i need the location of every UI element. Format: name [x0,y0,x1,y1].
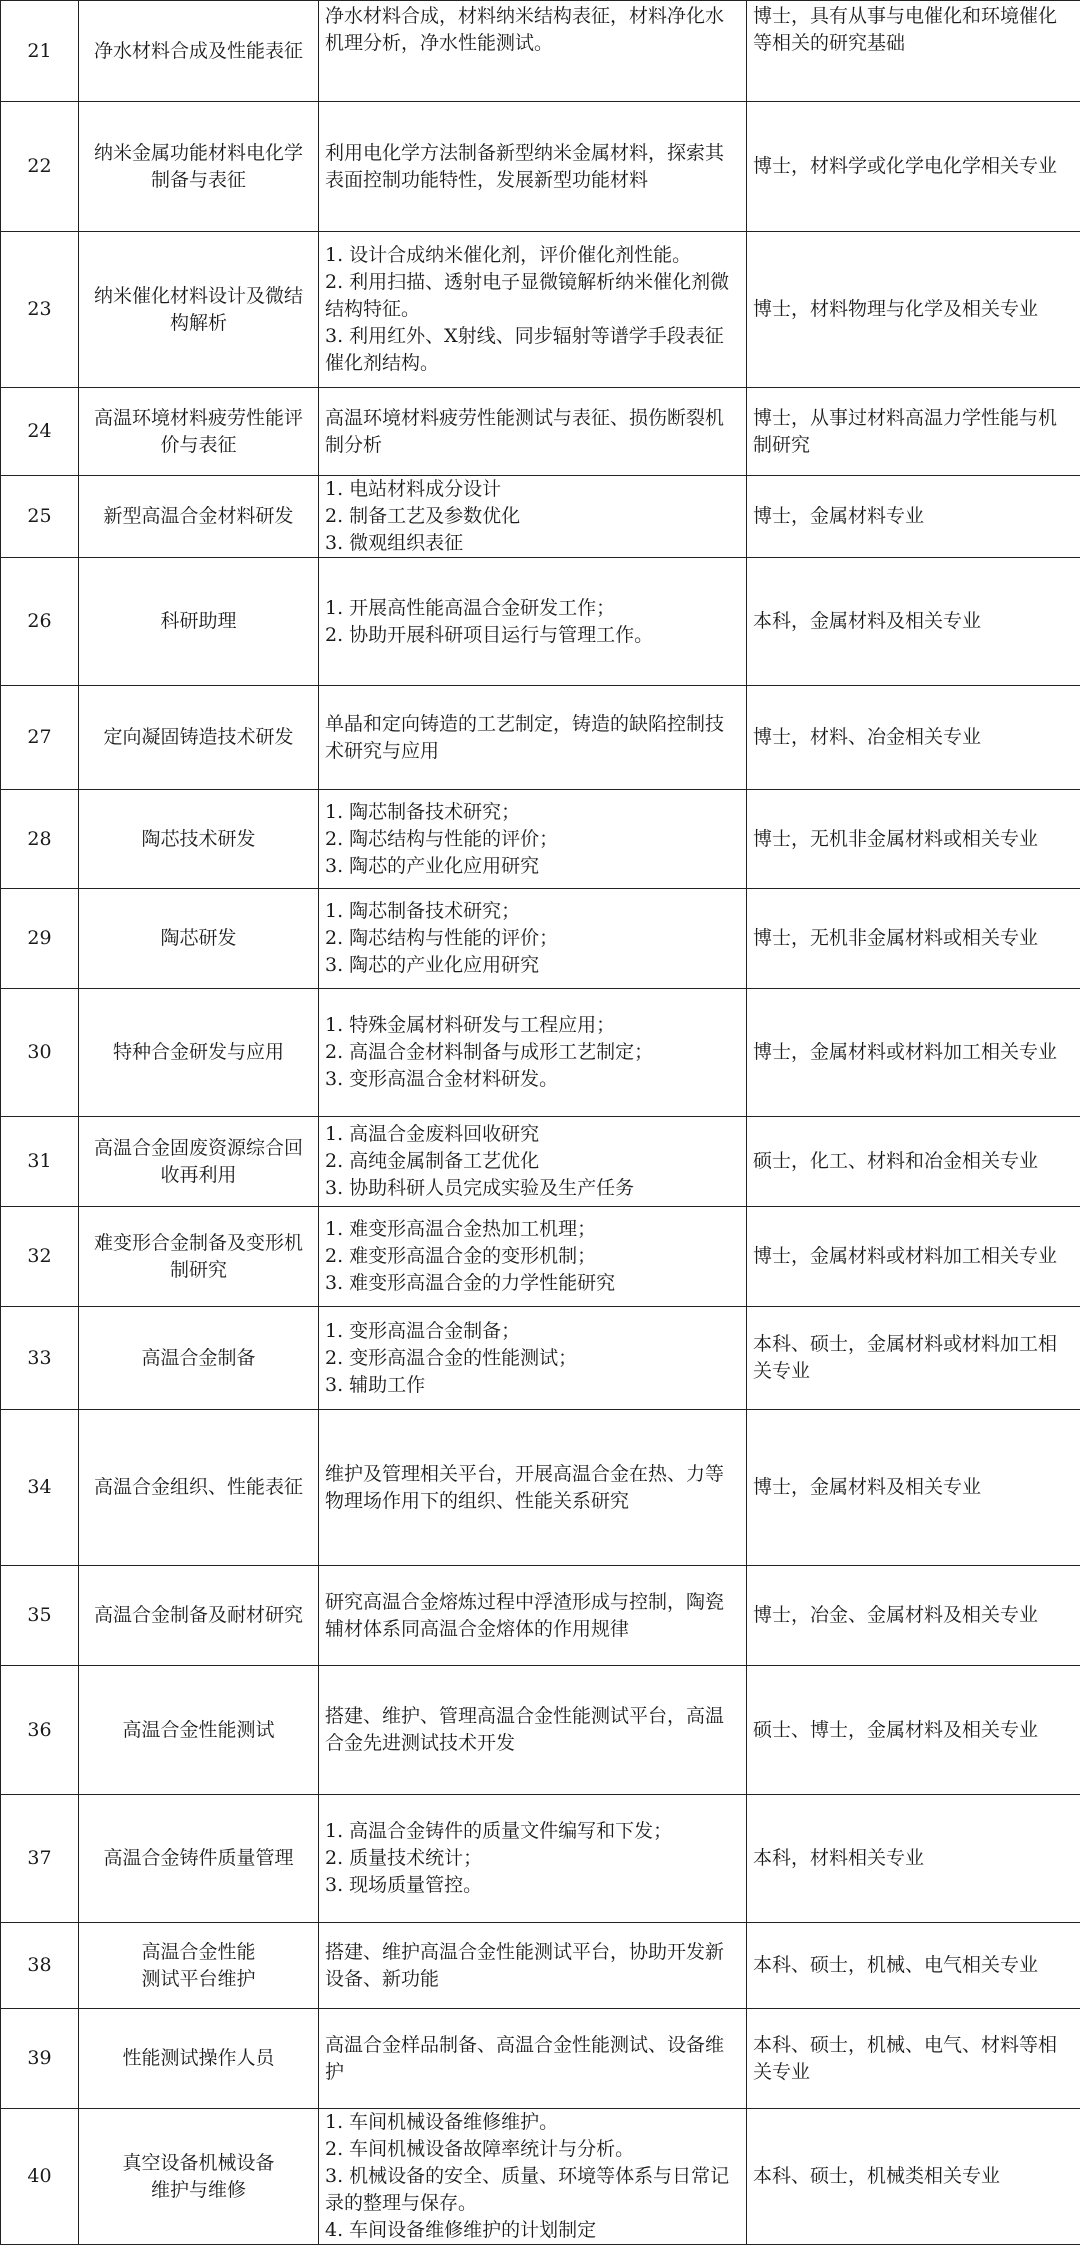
job-description [319,232,747,388]
requirement: 博士，无机非金属材料或相关专业 [747,889,1080,989]
position-title: 高温合金制备 [79,1307,319,1410]
job-description [319,388,747,476]
description-line: 1. 高温合金废料回收研究 [325,1123,540,1145]
requirement: 博士，金属材料及相关专业 [747,1410,1080,1566]
requirement: 博士，冶金、金属材料及相关专业 [747,1566,1080,1666]
job-description [319,1795,747,1923]
requirement: 博士，金属材料或材料加工相关专业 [747,989,1080,1117]
position-title: 高温合金性能 测试平台维护 [79,1923,319,2009]
job-description [319,1117,747,1207]
description-line: 1. 陶芯制备技术研究； [325,900,521,922]
job-description [319,2109,747,2245]
table-row [1,2109,1080,2245]
description-line: 2. 高纯金属制备工艺优化 [325,1150,540,1172]
position-title: 高温环境材料疲劳性能评价与表征 [79,388,319,476]
description-line: 利用电化学方法制备新型纳米金属材料，探索其表面控制功能特性，发展新型功能材料 [325,141,725,191]
table-row [1,790,1080,889]
job-description [319,686,747,790]
position-title: 净水材料合成及性能表征 [79,1,319,102]
job-description [319,989,747,1117]
row-number: 31 [1,1117,79,1207]
description-line: 3. 协助科研人员完成实验及生产任务 [325,1177,635,1199]
job-table-body [1,1,1080,2245]
description-line: 2. 陶芯结构与性能的评价； [325,827,559,850]
job-description [319,790,747,889]
job-description [319,2009,747,2109]
requirement: 博士，材料物理与化学及相关专业 [747,232,1080,388]
position-title: 高温合金性能测试 [79,1666,319,1795]
position-title: 纳米催化材料设计及微结构解析 [79,232,319,388]
position-title: 高温合金组织、性能表征 [79,1410,319,1566]
job-description [319,1566,747,1666]
row-number: 22 [1,102,79,232]
requirement: 本科，金属材料及相关专业 [747,558,1080,686]
row-number: 30 [1,989,79,1117]
position-title: 新型高温合金材料研发 [79,476,319,558]
row-number: 25 [1,476,79,558]
position-title: 高温合金固废资源综合回收再利用 [79,1117,319,1207]
position-title: 定向凝固铸造技术研发 [79,686,319,790]
description-line: 2. 利用扫描、透射电子显微镜解析纳米催化剂微结构特征。 [325,271,730,320]
requirement: 本科，材料相关专业 [747,1795,1080,1923]
table-row [1,1410,1080,1566]
description-line: 4. 车间设备维修维护的计划制定 [325,2219,597,2241]
description-line: 高温环境材料疲劳性能测试与表征、损伤断裂机制分析 [325,406,725,456]
description-line: 2. 协助开展科研项目运行与管理工作。 [325,623,654,646]
row-number: 35 [1,1566,79,1666]
table-row [1,686,1080,790]
row-number: 29 [1,889,79,989]
table-row [1,388,1080,476]
description-line: 研究高温合金熔炼过程中浮渣形成与控制，陶瓷辅材体系同高温合金熔体的作用规律 [325,1590,725,1640]
description-line: 3. 辅助工作 [325,1373,426,1396]
description-line: 3. 陶芯的产业化应用研究 [325,854,540,877]
job-description [319,1410,747,1566]
row-number: 27 [1,686,79,790]
table-row [1,1923,1080,2009]
description-line: 1. 车间机械设备维修维护。 [325,2111,559,2133]
description-line: 2. 高温合金材料制备与成形工艺制定； [325,1041,654,1063]
description-line: 净水材料合成，材料纳米结构表征，材料净化水机理分析，净水性能测试。 [325,5,725,54]
table-row [1,1666,1080,1795]
requirement: 本科、硕士，机械、电气、材料等相关专业 [747,2009,1080,2109]
position-title: 性能测试操作人员 [79,2009,319,2109]
description-line: 1. 陶芯制备技术研究； [325,800,521,823]
description-line: 3. 利用红外、X射线、同步辐射等谱学手段表征催化剂结构。 [325,325,724,374]
table-row [1,1566,1080,1666]
job-description [319,1666,747,1795]
row-number: 32 [1,1207,79,1307]
requirement: 博士，从事过材料高温力学性能与机制研究 [747,388,1080,476]
table-row [1,102,1080,232]
job-description [319,1307,747,1410]
job-description [319,1207,747,1307]
row-number: 36 [1,1666,79,1795]
requirement: 博士，材料学或化学电化学相关专业 [747,102,1080,232]
row-number: 26 [1,558,79,686]
job-description [319,889,747,989]
position-title: 高温合金制备及耐材研究 [79,1566,319,1666]
row-number: 24 [1,388,79,476]
position-title: 陶芯技术研发 [79,790,319,889]
description-line: 3. 变形高温合金材料研发。 [325,1068,559,1090]
description-line: 1. 开展高性能高温合金研发工作； [325,596,616,619]
requirement: 博士，具有从事与电催化和环境催化等相关的研究基础 [747,1,1080,102]
description-line: 1. 设计合成纳米催化剂，评价催化剂性能。 [325,244,692,266]
table-row [1,232,1080,388]
requirement: 本科、硕士，金属材料或材料加工相关专业 [747,1307,1080,1410]
job-description [319,102,747,232]
requirement: 硕士、博士，金属材料及相关专业 [747,1666,1080,1795]
row-number: 37 [1,1795,79,1923]
position-title: 陶芯研发 [79,889,319,989]
description-line: 2. 变形高温合金的性能测试； [325,1346,578,1369]
table-row [1,989,1080,1117]
requirement: 博士，金属材料专业 [747,476,1080,558]
description-line: 3. 微观组织表征 [325,532,464,554]
description-line: 1. 电站材料成分设计 [325,478,502,500]
description-line: 1. 难变形高温合金热加工机理； [325,1218,597,1240]
job-description [319,1923,747,2009]
position-title: 难变形合金制备及变形机制研究 [79,1207,319,1307]
description-line: 单晶和定向铸造的工艺制定，铸造的缺陷控制技术研究与应用 [325,712,725,762]
description-line: 3. 陶芯的产业化应用研究 [325,954,540,976]
requirement: 硕士，化工、材料和冶金相关专业 [747,1117,1080,1207]
requirement: 本科、硕士，机械、电气相关专业 [747,1923,1080,2009]
table-row [1,889,1080,989]
description-line: 2. 车间机械设备故障率统计与分析。 [325,2138,635,2160]
description-line: 3. 难变形高温合金的力学性能研究 [325,1272,616,1294]
description-line: 2. 陶芯结构与性能的评价； [325,927,559,949]
table-row [1,476,1080,558]
table-row [1,558,1080,686]
requirement: 博士，金属材料或材料加工相关专业 [747,1207,1080,1307]
table-row [1,1,1080,102]
requirement: 博士，材料、冶金相关专业 [747,686,1080,790]
description-line: 搭建、维护高温合金性能测试平台，协助开发新设备、新功能 [325,1940,725,1990]
position-title: 高温合金铸件质量管理 [79,1795,319,1923]
row-number: 28 [1,790,79,889]
description-line: 1. 变形高温合金制备； [325,1319,521,1342]
description-line: 3. 现场质量管控。 [325,1874,483,1896]
description-line: 维护及管理相关平台，开展高温合金在热、力等物理场作用下的组织、性能关系研究 [325,1462,725,1512]
table-row [1,1207,1080,1307]
position-title: 真空设备机械设备 维护与维修 [79,2109,319,2245]
position-title: 特种合金研发与应用 [79,989,319,1117]
row-number: 21 [1,1,79,102]
description-line: 1. 高温合金铸件的质量文件编写和下发； [325,1820,673,1842]
requirement: 本科、硕士，机械类相关专业 [747,2109,1080,2245]
table-row [1,2009,1080,2109]
row-number: 33 [1,1307,79,1410]
position-title: 科研助理 [79,558,319,686]
description-line: 3. 机械设备的安全、质量、环境等体系与日常记录的整理与保存。 [325,2165,730,2214]
job-description [319,1,747,102]
table-row [1,1795,1080,1923]
job-description [319,558,747,686]
description-line: 搭建、维护、管理高温合金性能测试平台，高温合金先进测试技术开发 [325,1705,725,1754]
row-number: 40 [1,2109,79,2245]
row-number: 39 [1,2009,79,2109]
job-description [319,476,747,558]
description-line: 2. 难变形高温合金的变形机制； [325,1245,597,1267]
row-number: 23 [1,232,79,388]
row-number: 38 [1,1923,79,2009]
description-line: 2. 质量技术统计； [325,1847,483,1869]
description-line: 1. 特殊金属材料研发与工程应用； [325,1014,616,1036]
description-line: 2. 制备工艺及参数优化 [325,505,521,527]
row-number: 34 [1,1410,79,1566]
description-line: 高温合金样品制备、高温合金性能测试、设备维护 [325,2033,725,2083]
table-row [1,1117,1080,1207]
requirement: 博士，无机非金属材料或相关专业 [747,790,1080,889]
position-title: 纳米金属功能材料电化学制备与表征 [79,102,319,232]
table-row [1,1307,1080,1410]
